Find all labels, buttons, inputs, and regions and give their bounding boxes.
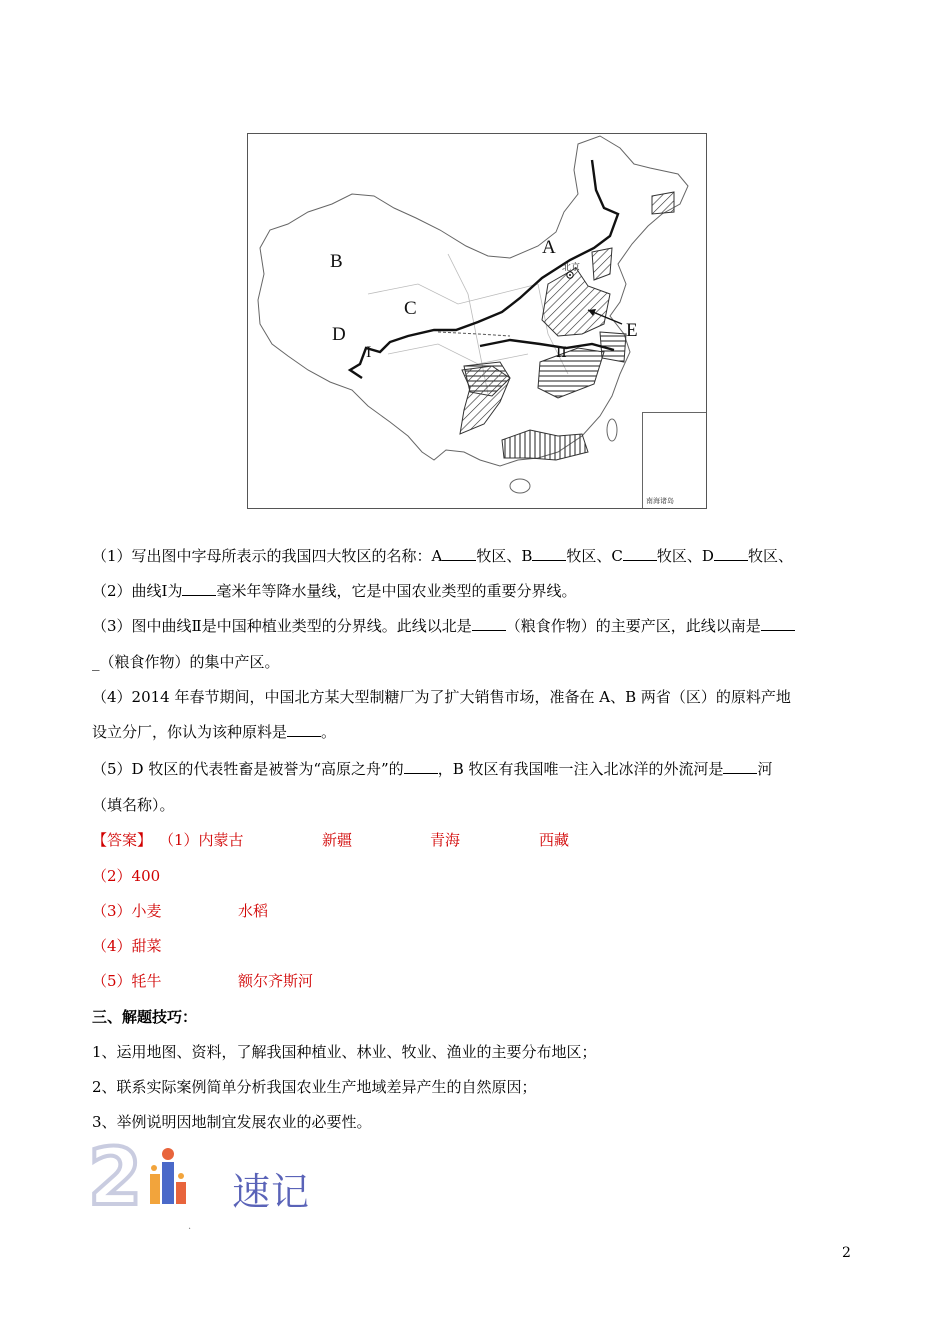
podium-bar-right	[176, 1182, 186, 1204]
section-2-number: 2	[88, 1138, 143, 1210]
podium-bar-center	[162, 1162, 174, 1204]
answer-3-b: 水稻	[238, 902, 269, 920]
blank	[714, 546, 748, 561]
trophy-star-icon	[162, 1148, 174, 1160]
question-4: （4）2014 年春节期间，中国北方某大型制糖厂为了扩大销售市场，准备在 A、B 两省（区）的原料产地	[92, 688, 791, 706]
south-china-sea-inset	[642, 412, 707, 509]
map-label-curve-I: I	[366, 344, 372, 361]
tips-item-1: 1、运用地图、资料，了解我国种植业、林业、牧业、渔业的主要分布地区；	[92, 1043, 597, 1061]
question-3-cont: _（粮食作物）的集中产区。	[92, 653, 280, 671]
map-label-C: C	[404, 298, 417, 319]
blank	[761, 616, 795, 631]
blank	[404, 759, 438, 774]
map-label-E: E	[626, 320, 638, 341]
map-label-B: B	[330, 251, 343, 272]
map-label-curve-II: II	[556, 344, 567, 361]
star-icon	[151, 1165, 157, 1171]
map-label-beijing: 北京	[562, 263, 581, 273]
answer-1-a: （1）内蒙古	[159, 831, 244, 849]
map-label-A: A	[542, 237, 556, 258]
china-agriculture-map	[247, 133, 707, 509]
answer-4: （4）甜菜	[92, 937, 162, 955]
inset-label: 南海诸岛	[646, 497, 674, 505]
question-4-cont: 设立分厂，你认为该种原料是 。	[92, 723, 337, 741]
blank	[287, 722, 321, 737]
answer-5-a: （5）牦牛	[92, 972, 162, 990]
map-label-D: D	[332, 324, 346, 345]
answer-2: （2）400	[92, 867, 161, 885]
answer-1-b: 新疆	[322, 831, 353, 849]
answer-1-c: 青海	[430, 831, 461, 849]
tips-item-3: 3、举例说明因地制宜发展农业的必要性。	[92, 1113, 372, 1131]
podium-bar-left	[150, 1174, 160, 1204]
blank	[623, 546, 657, 561]
section-2-title: 速记	[232, 1170, 311, 1214]
blank	[472, 616, 506, 631]
curve-II	[480, 340, 614, 350]
question-2: （2）曲线Ⅰ为 毫米年等降水量线，它是中国农业类型的重要分界线。	[92, 582, 577, 600]
answer-3-a: （3）小麦	[92, 902, 162, 920]
map-drawing	[248, 134, 707, 509]
page-number: 2	[842, 1245, 851, 1261]
question-1: （1）写出图中字母所表示的我国四大牧区的名称：A 牧区、B 牧区、C 牧区、D 牧区、	[92, 547, 793, 565]
tips-item-2: 2、联系实际案例简单分析我国农业生产地域差异产生的自然原因；	[92, 1078, 537, 1096]
blank	[182, 581, 216, 596]
footer-dot: ·	[188, 1224, 192, 1235]
blank	[723, 759, 757, 774]
section-2-number-graphic	[88, 1138, 228, 1210]
question-5: （5）D 牧区的代表牲畜是被誉为“高原之舟”的 ，B 牧区有我国唯一注入北冰洋的外流河是 河	[92, 760, 773, 778]
answer-1-d: 西藏	[539, 831, 570, 849]
blank	[532, 546, 566, 561]
answer-tag: 【答案】	[92, 831, 153, 849]
question-5-cont: （填名称）。	[92, 796, 175, 814]
answer-5-b: 额尔齐斯河	[238, 972, 314, 990]
question-3: （3）图中曲线Ⅱ是中国种植业类型的分界线。此线以北是 （粮食作物）的主要产区，此线以南是	[92, 616, 795, 636]
blank	[442, 546, 476, 561]
star-icon	[178, 1173, 184, 1179]
tips-title: 三、解题技巧：	[92, 1008, 198, 1026]
